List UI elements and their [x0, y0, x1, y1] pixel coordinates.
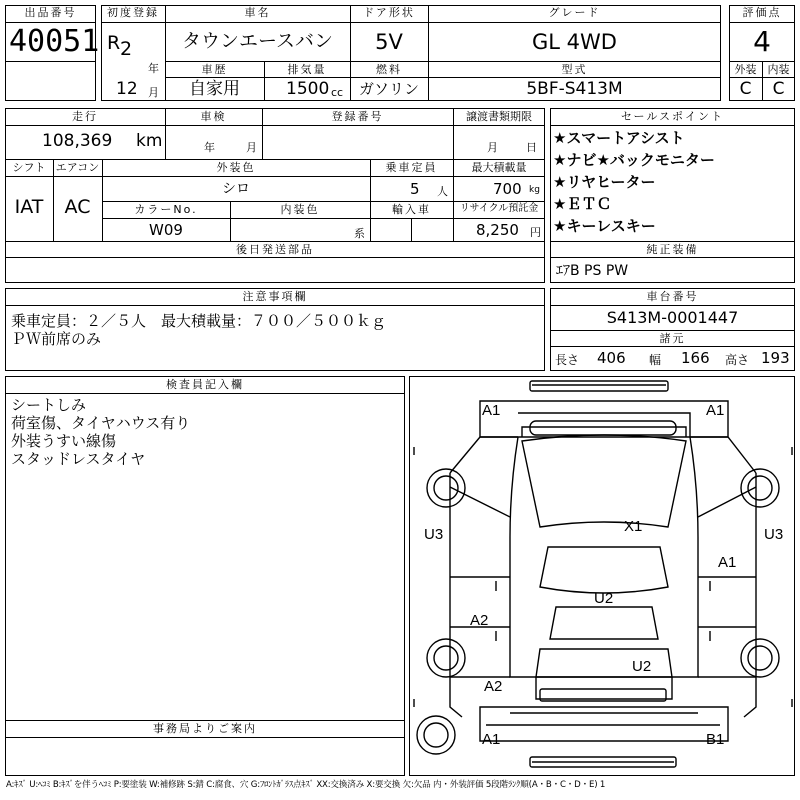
spec-label: 諸元: [659, 332, 686, 345]
interior-color-label: 内装色: [280, 203, 320, 216]
door-type: 5V: [375, 30, 403, 54]
equipment: ｴｱB PS PW: [556, 263, 629, 279]
car-name: タウンエースバン: [181, 30, 334, 52]
overall-score: 4: [753, 25, 771, 58]
history: 自家用: [189, 79, 240, 99]
registration-number-label: 登録番号: [331, 110, 384, 123]
year-unit: 年: [148, 62, 159, 75]
length: 406: [597, 349, 626, 367]
displacement: 1500: [286, 79, 330, 99]
fuel-label: 燃料: [376, 63, 402, 76]
max-load-unit: kg: [529, 185, 540, 195]
height: 193: [761, 349, 790, 367]
capacity: 5: [410, 180, 420, 198]
lot-number: 40051: [9, 24, 100, 59]
inspection-month-unit: 月: [246, 141, 257, 154]
damage-mark: U2: [594, 590, 614, 607]
later-parts-label: 後日発送部品: [236, 243, 314, 256]
transfer-month-unit: 月: [487, 141, 498, 154]
mileage-label: 走行: [72, 110, 98, 123]
damage-mark: U3: [424, 526, 444, 543]
recycle-unit: 円: [530, 226, 541, 239]
transfer-day-unit: 日: [526, 141, 537, 154]
inspector-line: 外装うすい線傷: [11, 432, 117, 450]
exterior-label: 外装: [734, 63, 757, 76]
sales-point-item: ★ナビ★バックモニター: [553, 151, 715, 169]
sales-point-item: ★リヤヒーター: [553, 173, 656, 191]
inspector-line: 荷室傷、タイヤハウス有り: [11, 414, 191, 432]
aircon-label: エアコン: [55, 161, 100, 174]
grade-label: グレード: [548, 6, 601, 19]
chassis-label: 車台番号: [646, 290, 699, 303]
grade: GL 4WD: [532, 30, 617, 54]
damage-mark: A2: [470, 612, 489, 629]
displacement-unit: cc: [331, 86, 344, 99]
color-number-label: カラーNo.: [134, 203, 198, 216]
interior-color-unit: 系: [354, 227, 365, 240]
sales-point-item: ★ＥＴＣ: [553, 195, 612, 213]
registration-year: 2: [120, 38, 133, 60]
history-label: 車歴: [201, 63, 228, 76]
max-load-label: 最大積載量: [471, 161, 527, 174]
height-label: 高さ: [725, 353, 750, 367]
lot-number-label: 出品番号: [24, 6, 77, 19]
damage-mark: B1: [706, 731, 725, 748]
inspector-label: 検査員記入欄: [166, 378, 244, 391]
damage-legend: A:ｷｽﾞ U:ﾍｺﾐ B:ｷｽﾞを伴うﾍｺﾐ P:要塗装 W:補修跡 S:錆 C:腐食、穴 G:ﾌﾛﾝﾄｶﾞﾗｽ点ｷｽﾞ XX:交換済み X:要交換 欠:欠品 内・外装評価 5段階ﾗﾝｸ順(A・B・C・D・E) 1: [6, 780, 606, 790]
interior-grade: C: [772, 79, 785, 99]
inspection-label: 車検: [200, 110, 227, 123]
max-load: 700: [493, 180, 522, 198]
aircon: AC: [64, 196, 91, 218]
width: 166: [681, 349, 710, 367]
damage-diagram-box: [409, 376, 795, 776]
mileage: 108,369: [42, 131, 113, 151]
damage-mark: U3: [764, 526, 784, 543]
mileage-unit: km: [136, 131, 163, 151]
registration-month: 12: [116, 79, 138, 99]
exterior-grade: C: [739, 79, 752, 99]
score-label: 評価点: [742, 6, 782, 19]
inspection-year-unit: 年: [204, 141, 215, 154]
car-name-label: 車名: [244, 6, 271, 19]
damage-mark: X1: [624, 518, 643, 535]
notes-label: 注意事項欄: [242, 290, 308, 303]
door-label: ドア形状: [363, 6, 415, 19]
notes-line-2: ＰＷ前席のみ: [11, 330, 102, 348]
displacement-label: 排気量: [287, 63, 327, 76]
exterior-color: シロ: [222, 181, 250, 197]
sales-points-label: セールスポイント: [620, 110, 724, 123]
first-registration-label: 初度登録: [107, 6, 159, 19]
fuel: ガソリン: [358, 80, 419, 98]
damage-mark: A1: [706, 402, 725, 419]
width-label: 幅: [649, 353, 662, 367]
notes-line-1: 乗車定員：２／５人 最大積載量：７００／５００ｋｇ: [11, 312, 387, 330]
era: R: [107, 32, 121, 54]
office-label: 事務局よりご案内: [153, 722, 257, 735]
inspector-line: スタッドレスタイヤ: [11, 450, 146, 468]
sales-point-item: ★スマートアシスト: [553, 129, 685, 147]
vehicle-diagram: [410, 377, 796, 777]
shift-label: シフト: [12, 161, 46, 174]
color-number: W09: [149, 221, 183, 239]
transfer-deadline-label: 譲渡書類期限: [466, 110, 532, 123]
sales-point-item: ★キーレスキー: [553, 217, 656, 235]
damage-mark: U2: [632, 658, 652, 675]
import-label: 輸入車: [392, 203, 431, 216]
month-unit: 月: [148, 86, 159, 99]
damage-mark: A1: [482, 402, 501, 419]
recycle-deposit: 8,250: [476, 221, 519, 239]
interior-label: 内装: [767, 63, 790, 76]
damage-mark: A2: [484, 678, 503, 695]
inspector-line: シートしみ: [11, 396, 87, 414]
length-label: 長さ: [555, 353, 580, 367]
shift: IAT: [14, 196, 44, 218]
chassis-number: S413M-0001447: [606, 308, 739, 327]
equipment-label: 純正装備: [646, 243, 699, 256]
capacity-label: 乗車定員: [385, 161, 438, 174]
damage-mark: A1: [482, 731, 501, 748]
model: 5BF-S413M: [526, 79, 623, 99]
capacity-unit: 人: [437, 185, 448, 198]
model-label: 型式: [561, 63, 588, 76]
exterior-color-label: 外装色: [216, 161, 256, 174]
recycle-label: リサイクル預託金: [459, 203, 539, 214]
damage-mark: A1: [718, 554, 737, 571]
